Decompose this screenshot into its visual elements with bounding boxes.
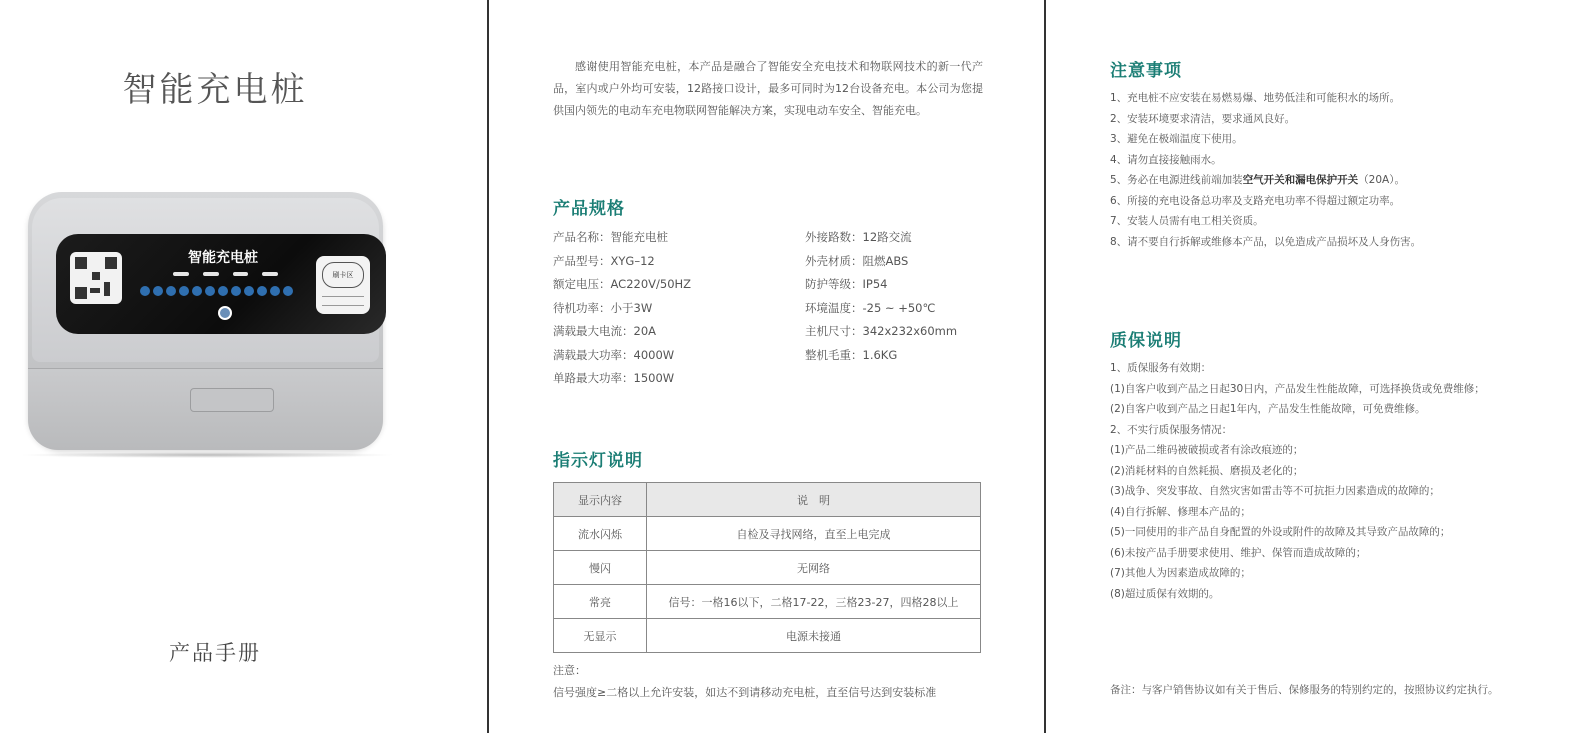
- qr-code-icon: [70, 252, 122, 304]
- description-cell: 自检及寻找网络，直至上电完成: [647, 517, 981, 551]
- card-swipe-icon: 刷卡区: [322, 262, 364, 288]
- port-led-icon: [140, 286, 150, 296]
- list-item: 6、所接的充电设备总功率及支路充电功率不得超过额定功率。: [1110, 194, 1401, 207]
- list-item: (8)超过质保有效期的。: [1110, 587, 1220, 600]
- indicator-heading: 指示灯说明: [553, 451, 643, 471]
- list-item: 单路最大功率：1500W: [553, 371, 675, 385]
- table-header-cell: 说 明: [647, 483, 981, 517]
- port-led-icon: [283, 286, 293, 296]
- table-row: [554, 619, 981, 653]
- list-item: 主机尺寸：342x232x60mm: [805, 324, 958, 338]
- description-cell: 信号：一格16以下，二格17-22，三格23-27，四格28以上: [647, 585, 981, 619]
- display-state-cell: 流水闪烁: [554, 517, 647, 551]
- warranty-remark: 备注：与客户销售协议如有关于售后、保修服务的特别约定的，按照协议约定执行。: [1110, 684, 1499, 696]
- description-cell: 电源未接通: [647, 619, 981, 653]
- spec-page: [489, 0, 1044, 733]
- warranty-list: [1110, 358, 1485, 604]
- list-item: (3)战争、突发事故、自然灾害如雷击等不可抗拒力因素造成的故障的；: [1110, 485, 1440, 497]
- list-item: (6)未按产品手册要求使用、维护、保管而造成故障的；: [1110, 546, 1367, 559]
- device-handle: [190, 388, 274, 412]
- list-item: 2、安装环境要求清洁，要求通风良好。: [1110, 112, 1296, 125]
- port-indicator-leds: [140, 286, 293, 296]
- list-item: 2、不实行质保服务情况：: [1110, 423, 1233, 436]
- cover-subtitle: 产品手册: [169, 641, 261, 665]
- port-led-icon: [270, 286, 280, 296]
- description-cell: 无网络: [647, 551, 981, 585]
- spec-heading: 产品规格: [553, 199, 625, 219]
- display-state-cell: 常亮: [554, 585, 647, 619]
- card-reader-text: [322, 296, 364, 306]
- list-item: 产品型号：XYG–12: [553, 253, 655, 268]
- list-item: 8、请不要自行拆解或维修本产品，以免造成产品损坏及人身伤害。: [1110, 235, 1422, 248]
- table-row: [554, 551, 981, 585]
- port-led-icon: [192, 286, 202, 296]
- list-item: 外接路数：12路交流: [805, 230, 912, 244]
- list-item: 环境温度：-25 ~ +50℃: [805, 300, 936, 315]
- list-item: 防护等级：IP54: [805, 277, 888, 291]
- list-item: (1)自客户收到产品之日起30日内，产品发生性能故障，可选择换货或免费维修；: [1110, 382, 1485, 395]
- list-item: (2)消耗材料的自然耗损、磨损及老化的；: [1110, 464, 1304, 477]
- port-led-icon: [153, 286, 163, 296]
- list-item: 产品名称：智能充电桩: [553, 230, 668, 244]
- list-item: 整机毛重：1.6KG: [805, 347, 898, 362]
- display-state-cell: 慢闪: [554, 551, 647, 585]
- table-header-row: [554, 483, 981, 517]
- port-led-icon: [166, 286, 176, 296]
- port-led-icon: [179, 286, 189, 296]
- indicator-table: [553, 482, 981, 653]
- list-item: 满载最大电流：20A: [553, 324, 656, 338]
- note-label: 注意：: [553, 664, 586, 677]
- list-item: [1110, 170, 1421, 191]
- list-item: (5)一同使用的非产品自身配置的外设或附件的故障及其导致产品故障的；: [1110, 526, 1451, 538]
- port-led-icon: [244, 286, 254, 296]
- cautions-heading: 注意事项: [1110, 61, 1182, 81]
- power-button-icon: [218, 306, 232, 320]
- list-item: (1)产品二维码被破损或者有涂改痕迹的；: [1110, 444, 1304, 456]
- notice-page: [1046, 0, 1569, 733]
- port-led-icon: [231, 286, 241, 296]
- list-item: 1、充电桩不应安装在易燃易爆、地势低洼和可能积水的场所。: [1110, 92, 1401, 104]
- list-item: 外壳材质：阻燃ABS: [805, 253, 909, 268]
- spec-list-right: [805, 226, 1005, 367]
- cover-title: 智能充电桩: [122, 70, 308, 110]
- warranty-heading: 质保说明: [1110, 331, 1182, 351]
- list-item: 额定电压：AC220V/50HZ: [553, 277, 692, 291]
- item5-text-post: （20A）。: [1358, 174, 1405, 186]
- list-item: 1、质保服务有效期：: [1110, 362, 1212, 374]
- list-item: 3、避免在极端温度下使用。: [1110, 133, 1243, 145]
- item5-text-bold: 空气开关和漏电保护开关: [1242, 174, 1359, 186]
- item5-text-pre: 5、务必在电源进线前端加装: [1110, 174, 1243, 186]
- cautions-list: [1110, 88, 1421, 252]
- list-item: 满载最大功率：4000W: [553, 347, 675, 362]
- port-led-icon: [257, 286, 267, 296]
- signal-indicator-bars: [173, 272, 278, 276]
- port-led-icon: [205, 286, 215, 296]
- intro-paragraph: 感谢使用智能充电桩，本产品是融合了智能安全充电技术和物联网技术的新一代产品，室内或户外均可安装，12路接口设计，最多可同时为12台设备充电。本公司为您提供国内领先的电动车充电物联网智能解决方案，实现电动车安全、智能充电。: [553, 60, 983, 117]
- cover-page: [0, 0, 487, 733]
- charging-pile-image: [18, 190, 396, 458]
- table-row: [554, 585, 981, 619]
- list-item: 待机功率：小于3W: [553, 300, 653, 315]
- list-item: 7、安装人员需有电工相关资质。: [1110, 215, 1264, 227]
- table-header-cell: 显示内容: [554, 483, 647, 517]
- list-item: 4、请勿直接接触雨水。: [1110, 153, 1222, 166]
- device-shadow: [18, 452, 396, 458]
- list-item: (7)其他人为因素造成故障的；: [1110, 567, 1251, 579]
- port-led-icon: [218, 286, 228, 296]
- table-row: [554, 517, 981, 551]
- list-item: (4)自行拆解、修理本产品的；: [1110, 505, 1251, 518]
- display-state-cell: 无显示: [554, 619, 647, 653]
- device-label: 智能充电桩: [188, 250, 258, 266]
- note-text: 信号强度≥二格以上允许安装，如达不到请移动充电桩，直至信号达到安装标准: [553, 686, 937, 699]
- indicator-note: [553, 660, 936, 704]
- list-item: (2)自客户收到产品之日起1年内，产品发生性能故障，可免费维修。: [1110, 403, 1426, 415]
- spec-list-left: [553, 226, 793, 391]
